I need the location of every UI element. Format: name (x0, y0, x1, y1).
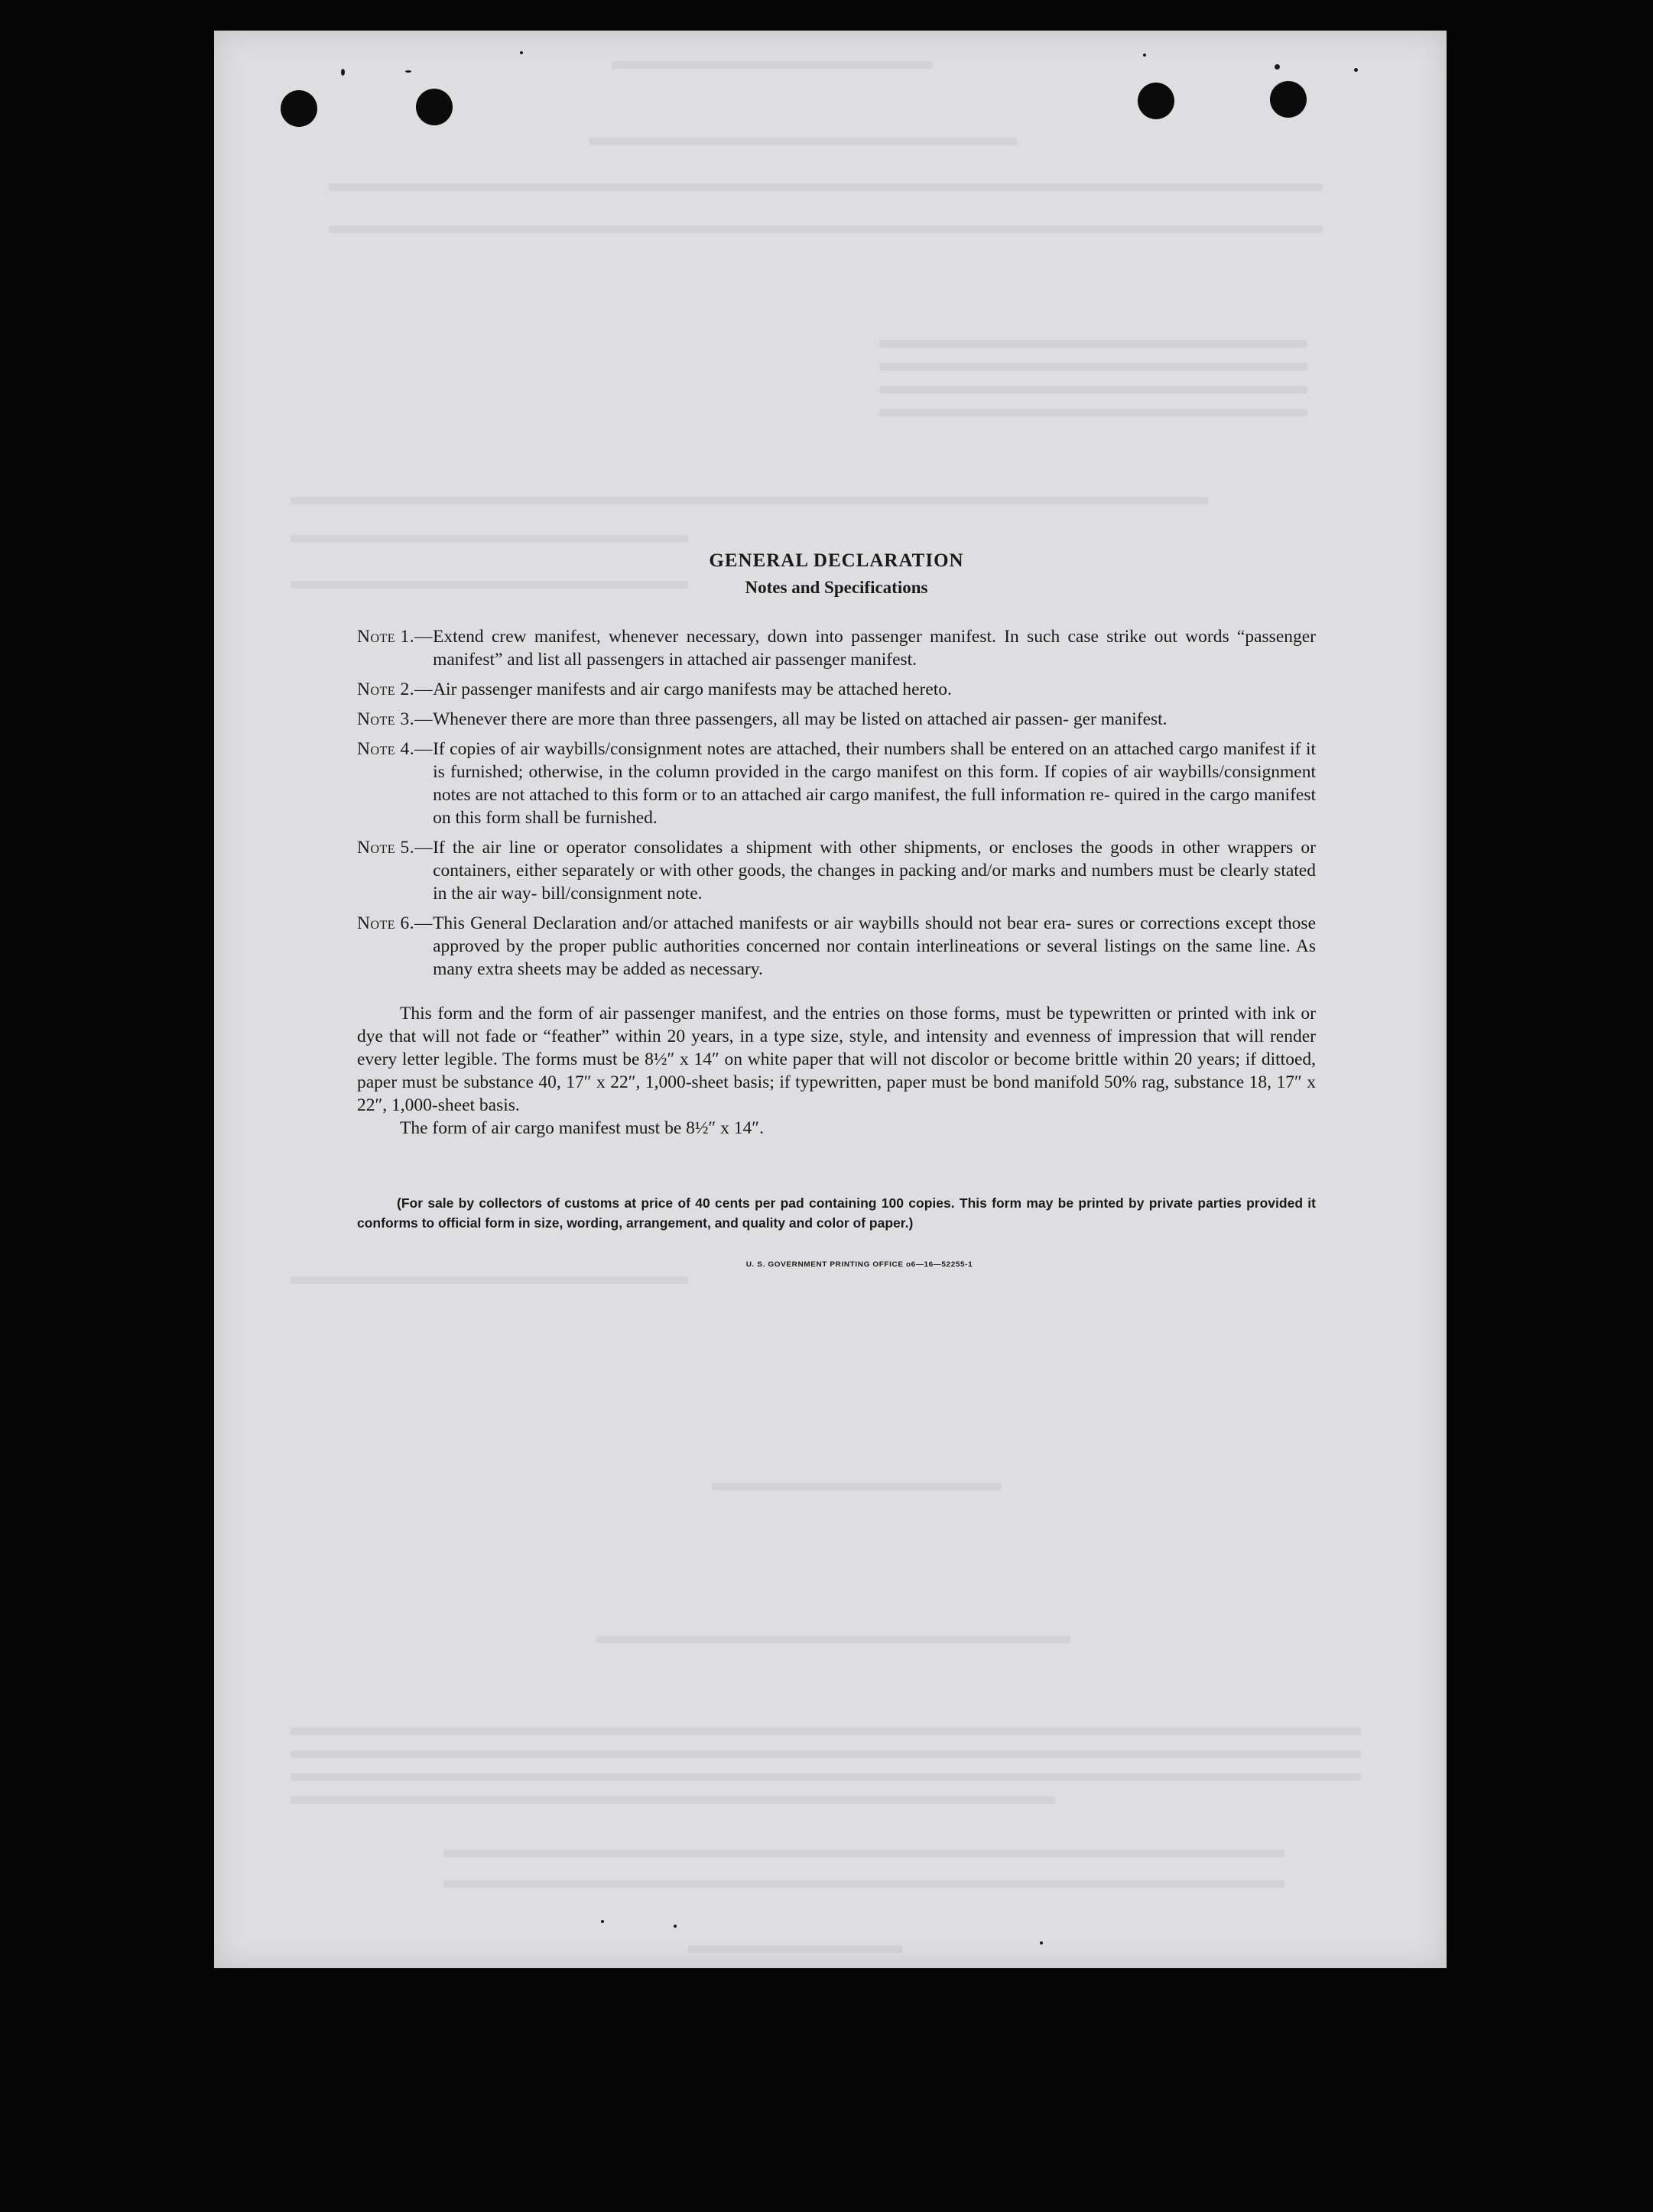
note-6 (357, 912, 1316, 981)
note-continuation: sures or corrections except those approved by the proper public authorities concerned nor contain interlineations or several listings on the same line. As many extra sheets may be added as necessary. (433, 913, 1316, 979)
punch-hole-icon (1138, 83, 1174, 119)
punch-hole-icon (416, 89, 453, 125)
note-text (433, 708, 1316, 731)
note-first-line: Air passenger manifests and air cargo manifests may be attached hereto. (433, 679, 952, 699)
document-subtitle: Notes and Specifications (745, 578, 928, 597)
ink-speck (1143, 54, 1146, 57)
ink-speck (405, 70, 411, 73)
note-continuation: strike out words “passenger manifest” and list all passengers in attached air passenger manifest. (433, 627, 1317, 670)
note-5 (357, 836, 1316, 905)
note-first-line: Extend crew manifest, whenever necessary, down into passenger manifest. In such case (433, 627, 1099, 647)
note-2 (357, 678, 1316, 701)
note-first-line: This General Declaration and/or attached manifests or air waybills should not bear era- (433, 913, 1072, 933)
ink-speck (601, 1920, 604, 1923)
note-1 (357, 625, 1316, 671)
note-text (433, 738, 1316, 829)
ink-speck (1040, 1941, 1043, 1944)
sale-notice: (For sale by collectors of customs at price of 40 cents per pad containing 100 copies. This form may be printed by private parties provided it conforms to official form in size, wording, arrangement, and quality and color of paper.) (357, 1195, 1316, 1231)
punch-hole-icon (281, 90, 317, 127)
note-text (433, 678, 1316, 701)
note-text (433, 912, 1316, 981)
note-continuation: on an attached cargo manifest if it is furnished; otherwise, in the column provided in the cargo manifest on this form. If copies of air waybills/consignment notes are not attached to this form or to an attached air cargo manifest, the full information re- quired in the cargo manifest on this form shall be furnished. (433, 739, 1317, 828)
note-continuation: goods in other wrappers or containers, either separately or with other goods, the changes in packing and/or marks and numbers must be clearly stated in the air way- bill/consignment note. (433, 838, 1316, 903)
note-first-line: Whenever there are more than three passengers, all may be listed on attached air passen- (433, 709, 1069, 729)
note-3 (357, 708, 1316, 731)
document-title: GENERAL DECLARATION (709, 550, 964, 571)
ink-speck (520, 51, 523, 54)
note-label: Note 6.— (357, 913, 434, 933)
note-continuation: ger manifest. (1073, 709, 1167, 729)
note-text (433, 625, 1316, 671)
punch-hole-icon (1270, 81, 1307, 118)
note-first-line: If copies of air waybills/consignment notes are attached, their numbers shall be entered (433, 739, 1064, 759)
ink-speck (674, 1925, 677, 1928)
ink-speck (1354, 68, 1358, 72)
document-page (214, 31, 1447, 1968)
note-label: Note 1.— (357, 627, 434, 647)
printer-line: U. S. GOVERNMENT PRINTING OFFICE o6—16—52255-1 (745, 1260, 973, 1269)
ink-speck (341, 69, 345, 76)
note-first-line: If the air line or operator consolidates a shipment with other shipments, or encloses the (433, 838, 1103, 858)
ink-speck (1275, 64, 1280, 70)
note-4 (357, 738, 1316, 829)
cargo-size-line: The form of air cargo manifest must be 8½″ x 14″. (400, 1118, 764, 1138)
note-label: Note 4.— (357, 739, 434, 759)
note-label: Note 2.— (357, 679, 434, 699)
note-label: Note 5.— (357, 838, 434, 858)
note-text (433, 836, 1316, 905)
form-requirements-paragraph: This form and the form of air passenger manifest, and the entries on those forms, must be typewritten or printed with ink or dye that will not fade or “feather” within 20 years, in a type size, style, and intensity and evenness of impression that will render every letter legible. The forms must be 8½″ x 14″ on white paper that will not discolor or become brittle within 20 years; if dittoed, paper must be substance 40, 17″ x 22″, 1,000-sheet basis; if typewritten, paper must be bond manifold 50% rag, substance 18, 17″ x 22″, 1,000-sheet basis. (357, 1004, 1316, 1115)
declaration-notes (357, 550, 1316, 1269)
note-label: Note 3.— (357, 709, 434, 729)
